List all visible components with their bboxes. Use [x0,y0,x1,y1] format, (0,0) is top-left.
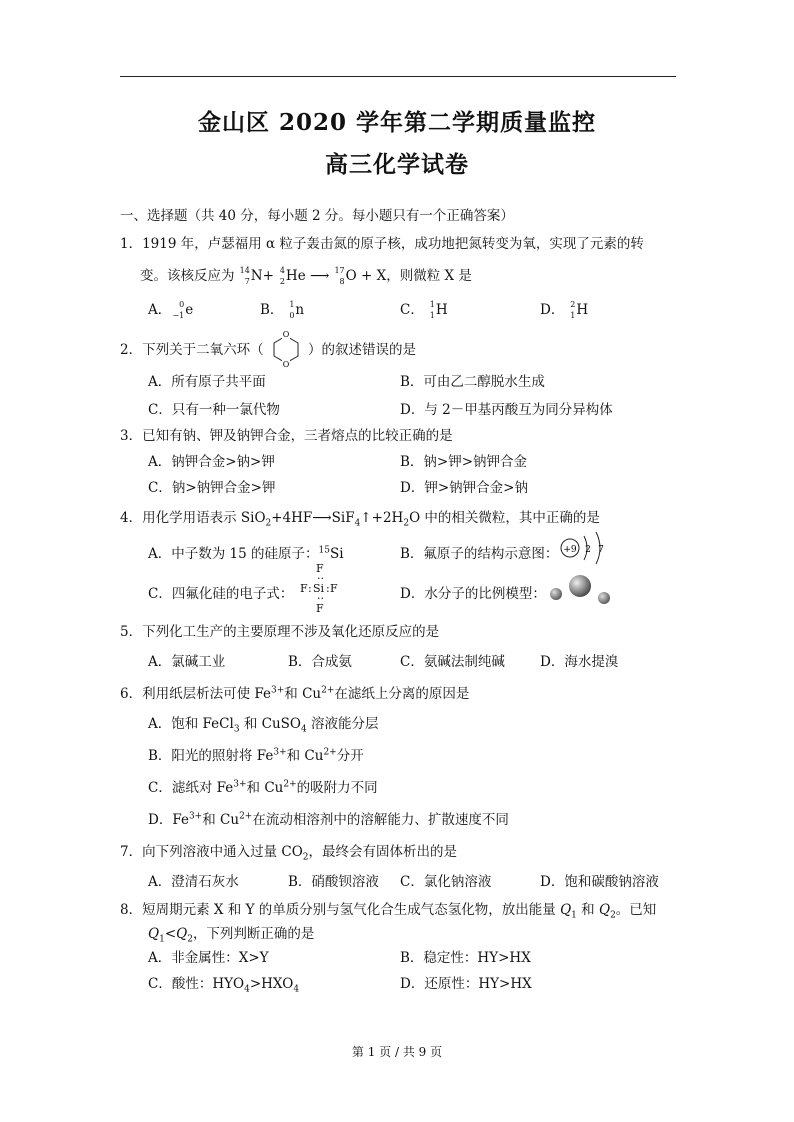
q8-option-c[interactable]: C．酸性：$HYO_4>HXO_4$ [148,976,300,995]
q4-stem: 4．用化学用语表示 $SiO_2+4HF⟶SiF_4↑+2H_2O$ 中的相关微粒，其中正确的是 [120,510,600,529]
page-number: 第 1 页 / 共 9 页 [351,1045,443,1059]
section-heading: 一、选择题（共 40 分，每小题 2 分。每小题只有一个正确答案） [120,208,514,224]
q3-stem: 3．已知有钠、钾及钠钾合金，三者熔点的比较正确的是 [120,428,453,444]
q1-stem-post: ，则微粒 X 是 [386,268,472,284]
q5-option-c[interactable]: C．氨碱法制纯碱 [400,654,505,670]
dioxane-ring-structure [264,328,308,370]
sif4-electron-formula: F ·· F : Si : F ·· F [300,562,338,615]
q2-option-d[interactable]: D．与 2－甲基丙酸互为同分异构体 [400,402,613,418]
q2-option-a[interactable]: A．所有原子共平面 [148,374,266,390]
q1-plus: + [262,268,274,284]
exam-subtitle: 高三化学试卷 [325,151,469,178]
exam-title: 金山区 2020 学年第二学期质量监控 [197,109,597,136]
q8-stem-line1: 8．短周期元素 X 和 Y 的单质分别与氢气化合生成气态氢化物，放出能量 $Q_1$ 和 $Q_2$。已知 [120,902,657,921]
water-molecule-model [542,572,614,608]
header-rule [120,76,676,77]
q4-option-a[interactable]: A．中子数为 15 的硅原子：$^{15}$Si [148,545,344,562]
fluorine-shell1-electrons: 2 [585,545,591,555]
q8-option-d[interactable]: D．还原性：HY>HX [400,976,532,992]
q7-option-d[interactable]: D．饱和碳酸钠溶液 [540,874,659,890]
q7-option-a[interactable]: A．澄清石灰水 [148,874,239,890]
q3-option-b[interactable]: B．钠>钾>钠钾合金 [400,454,528,470]
q1-o-isotope: 17 8 [334,265,345,286]
q5-option-d[interactable]: D．海水提溴 [540,654,619,670]
q1-option-d[interactable]: D． 2 1 H [540,299,589,320]
q6-stem: 6．利用纸层析法可使 $Fe^{3+}$和 $Cu^{2+}$在滤纸上分离的原因是 [120,685,470,702]
q1-stem-line1: 1．1919 年，卢瑟福用 α 粒子轰击氮的原子核，成功地把氮转变为氧，实现了元素的转 [120,236,644,252]
q6-option-b[interactable]: B．阳光的照射将 $Fe^{3+}$和 $Cu^{2+}$分开 [148,747,364,764]
fluorine-shell2-electrons: 7 [598,545,604,555]
q4-option-c[interactable]: C．四氟化硅的电子式： [148,586,294,602]
q2-option-b[interactable]: B．可由乙二醇脱水生成 [400,374,545,390]
q2-option-c[interactable]: C．只有一种一氯代物 [148,402,280,418]
q5-option-b[interactable]: B．合成氨 [288,654,352,670]
q4-option-d[interactable]: D．水分子的比例模型： [400,586,546,602]
q4-option-b[interactable]: B．氟原子的结构示意图： [400,546,559,562]
fluorine-nucleus-charge: +9 [563,545,577,555]
q1-arrow: ⟶ [309,268,330,284]
q2-stem-post: ）的叙述错误的是 [308,342,416,358]
q3-option-d[interactable]: D．钾>钠钾合金>钠 [400,480,528,496]
q1-stem-pre: 变。该核反应为 [140,268,235,284]
q7-option-b[interactable]: B．硝酸钡溶液 [288,874,379,890]
q3-option-a[interactable]: A．钠钾合金>钠>钾 [148,454,275,470]
fluorine-atom-diagram [558,528,614,568]
q5-option-a[interactable]: A．氯碱工业 [148,654,226,670]
q1-option-a[interactable]: A． 0 −1 e [148,299,194,320]
q1-n-symbol: N [250,268,263,284]
q6-option-c[interactable]: C．滤纸对 $Fe^{3+}$和 $Cu^{2+}$的吸附力不同 [148,779,378,796]
q1-tail: + X [361,268,387,284]
q1-option-c[interactable]: C． 1 1 H [400,299,448,320]
q8-stem-line2: $Q_1<Q_2$，下列判断正确的是 [148,926,315,945]
q2-stem-pre: 2．下列关于二氧六环（ [120,342,264,358]
q6-option-d[interactable]: D．$Fe^{3+}$和 $Cu^{2+}$在流动相溶剂中的溶解能力、扩散速度不同 [148,811,509,828]
q8-option-b[interactable]: B．稳定性：HY>HX [400,950,531,966]
q1-n-isotope: 14 7 [239,265,250,286]
q1-he-isotope: 4 2 [279,265,285,286]
q1-he-symbol: He [285,268,306,284]
q8-option-a[interactable]: A．非金属性：X>Y [148,950,269,966]
ring-oxygen-bottom: O [282,360,290,369]
q1-stem-line2 [140,264,472,284]
q7-stem: 7．向下列溶液中通入过量 $CO_2$，最终会有固体析出的是 [120,844,458,863]
q3-option-c[interactable]: C．钠>钠钾合金>钾 [148,480,276,496]
q7-option-c[interactable]: C．氯化钠溶液 [400,874,492,890]
q6-option-a[interactable]: A．饱和 FeCl$_3$ 和 CuSO$_4$ 溶液能分层 [148,716,379,735]
ring-oxygen-top: O [282,330,290,339]
q1-option-b[interactable]: B． 1 0 n [260,299,305,320]
q1-o-symbol: O [345,268,357,284]
q5-stem: 5．下列化工生产的主要原理不涉及氧化还原反应的是 [120,624,440,640]
